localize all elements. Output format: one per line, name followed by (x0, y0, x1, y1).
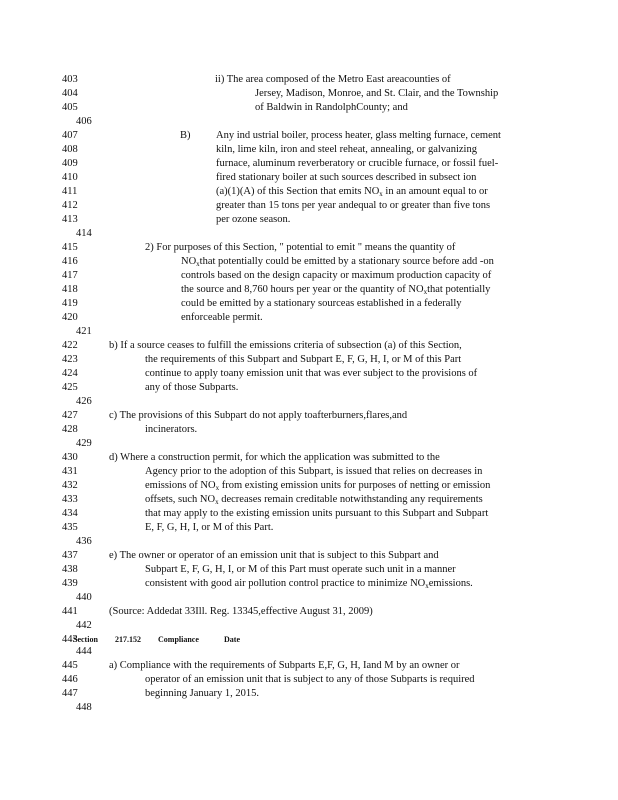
line-number: 420 (62, 312, 78, 323)
line-text: Subpart E, F, G, H, I, or M of this Part must operate such unit in a manner (145, 564, 456, 575)
line-text: that may apply to the existing emission units pursuant to this Subpart and Subpart (145, 508, 489, 519)
line-text: (a)(1)(A) of this Section that emits $NO_x$ in an amount equal to or (216, 186, 488, 198)
line-number: 407 (62, 130, 78, 141)
line-number: 447 (62, 688, 78, 699)
source-note: (Source: Addedat 33Ill. Reg. 13345,effective August 31, 2009) (109, 606, 373, 617)
line-text: operator of an emission unit that is subject to any of those Subparts is required (145, 674, 475, 685)
line-text: emissions of $NO_x$ from existing emission units for purposes of netting or emission (145, 480, 491, 492)
line-text: Any ind ustrial boiler, process heater, glass melting furnace, cement (216, 130, 501, 141)
line-number: 403 (62, 74, 78, 85)
section-label: Section (73, 635, 98, 644)
line-text: the requirements of this Subpart and Subpart E, F, G, H, I, or M of this Part (145, 354, 462, 365)
line-text: offsets, such $NO_x$ decreases remain creditable notwithstanding any requirements (145, 494, 483, 506)
line-number: 429 (76, 438, 92, 449)
line-text: 2) For purposes of this Section, " potential to emit " means the quantity of (145, 242, 456, 253)
line-text: consistent with good air pollution control practice to minimize $NO_xemissions$. (145, 578, 473, 590)
line-text: ii) The area composed of the Metro East areacounties of (215, 74, 451, 85)
line-number: 404 (62, 88, 78, 99)
line-text: Jersey, Madison, Monroe, and St. Clair, and the Township (255, 88, 499, 99)
line-text: fired stationary boiler at such sources described in subsect ion (216, 172, 477, 183)
line-number: 436 (76, 536, 92, 547)
line-number: 430 (62, 452, 78, 463)
line-number: 446 (62, 674, 78, 685)
line-number: 414 (76, 228, 92, 239)
line-text: greater than 15 tons per year andequal to or greater than five tons (216, 200, 491, 211)
line-text: Agency prior to the adoption of this Subpart, is issued that relies on decreases in (145, 466, 483, 477)
line-text: furnace, aluminum reverberatory or crucible furnace, or fossil fuel- (216, 158, 499, 169)
line-number: 434 (62, 508, 78, 519)
line-text: continue to apply toany emission unit that was ever subject to the provisions of (145, 368, 478, 379)
line-number: 412 (62, 200, 78, 211)
line-number: 426 (76, 396, 92, 407)
line-number: 418 (62, 284, 78, 295)
line-number: 439 (62, 578, 78, 589)
line-number: 416 (62, 256, 78, 267)
line-text: controls based on the design capacity or maximum production capacity of (181, 270, 492, 281)
line-number: 411 (62, 186, 78, 197)
line-number: 441 (62, 606, 78, 617)
line-text: kiln, lime kiln, iron and steel reheat, annealing, or galvanizing (216, 144, 477, 155)
line-number: 437 (62, 550, 78, 561)
line-number: 443 (62, 634, 78, 645)
line-number: 408 (62, 144, 78, 155)
line-text: of Baldwin in RandolphCounty; and (255, 102, 408, 113)
line-text: incinerators. (145, 424, 198, 435)
line-number: 431 (62, 466, 78, 477)
line-number: 415 (62, 242, 78, 253)
line-number: 423 (62, 354, 78, 365)
line-text: the source and 8,760 hours per year or the quantity of $NO_xthat$ potentially (181, 284, 491, 296)
line-number: 427 (62, 410, 78, 421)
line-text: c) The provisions of this Subpart do not apply toafterburners,flares,and (109, 410, 408, 421)
item-label: B) (180, 130, 191, 141)
section-title: Compliance (158, 635, 199, 644)
line-number: 445 (62, 660, 78, 671)
line-number: 424 (62, 368, 78, 379)
line-number: 419 (62, 298, 78, 309)
line-number: 442 (76, 620, 92, 631)
section-number: 217.152 (115, 635, 141, 644)
section-title: Date (224, 635, 240, 644)
line-number: 438 (62, 564, 78, 575)
line-number: 405 (62, 102, 78, 113)
line-number: 421 (76, 326, 92, 337)
line-text: b) If a source ceases to fulfill the emissions criteria of subsection (a) of this Section, (109, 340, 462, 351)
line-number: 425 (62, 382, 78, 393)
line-text: d) Where a construction permit, for which the application was submitted to the (109, 452, 440, 463)
line-text: E, F, G, H, I, or M of this Part. (145, 522, 274, 533)
line-number: 444 (76, 646, 92, 657)
line-text: per ozone season. (216, 214, 291, 225)
line-number: 440 (76, 592, 92, 603)
line-text: $NO_xthat$ potentially could be emitted by a stationary source before add -on (181, 256, 494, 268)
line-number: 417 (62, 270, 78, 281)
line-number: 410 (62, 172, 78, 183)
line-text: e) The owner or operator of an emission unit that is subject to this Subpart and (109, 550, 439, 561)
line-number: 433 (62, 494, 78, 505)
line-number: 432 (62, 480, 78, 491)
line-text: a) Compliance with the requirements of Subparts E,F, G, H, Iand M by an owner or (109, 660, 460, 671)
line-text: beginning January 1, 2015. (145, 688, 260, 699)
line-number: 422 (62, 340, 78, 351)
line-number: 413 (62, 214, 78, 225)
line-number: 406 (76, 116, 92, 127)
line-number: 435 (62, 522, 78, 533)
line-number: 448 (76, 702, 92, 713)
line-text: could be emitted by a stationary sourceas established in a federally (181, 298, 462, 309)
line-text: enforceable permit. (181, 312, 263, 323)
line-number: 428 (62, 424, 78, 435)
line-text: any of those Subparts. (145, 382, 239, 393)
line-number: 409 (62, 158, 78, 169)
